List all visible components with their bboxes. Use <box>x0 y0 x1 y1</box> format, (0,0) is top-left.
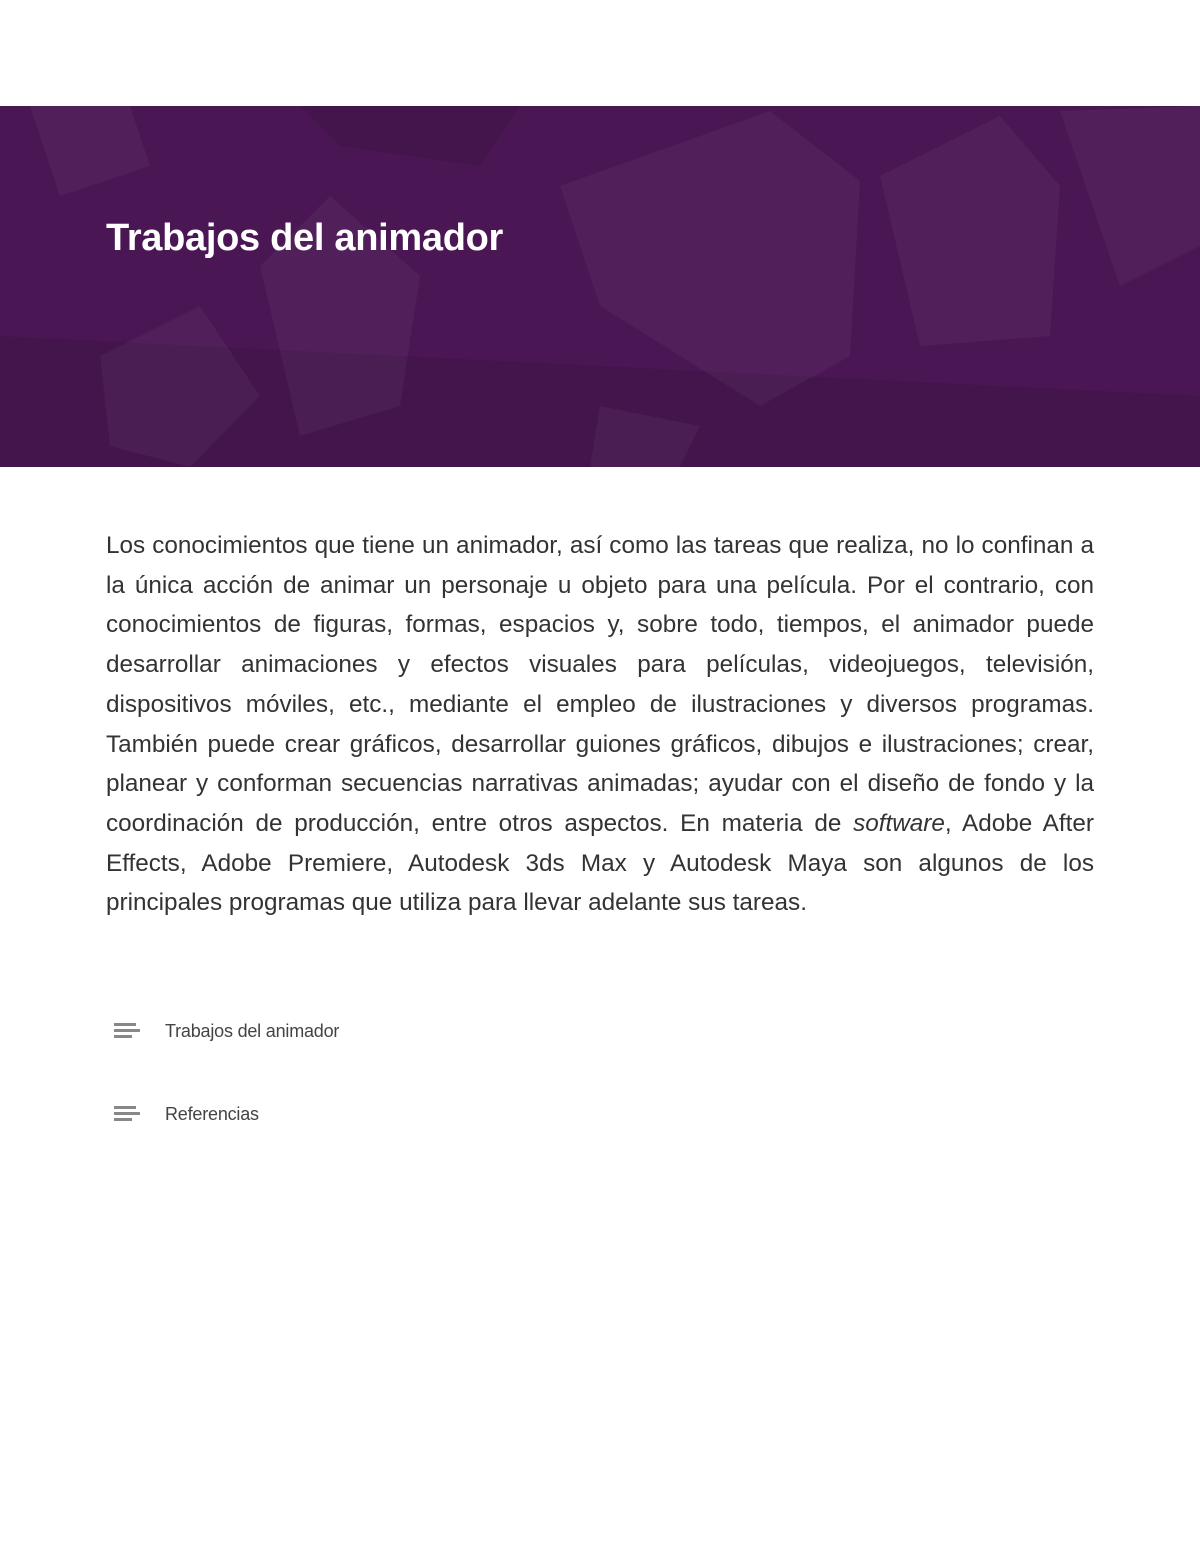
body-text-italic: software <box>853 809 945 837</box>
hero-banner <box>0 106 1200 467</box>
body-text-part: , Adobe After Effects, Adobe Premiere, Autodesk 3ds Max y Autodesk Maya son algunos de los principales programas que utiliza para llevar adelante sus tareas. <box>106 809 1094 917</box>
page-title: Trabajos del animador <box>106 217 504 259</box>
lines-icon <box>114 1102 140 1126</box>
body-paragraph <box>106 526 1094 923</box>
body-text-part: Los conocimientos que tiene un animador, así como las tareas que realiza, no lo confinan a la única acción de animar un personaje u objeto para una película. Por el contrario, con conocimientos de figuras, formas, espacios y, sobre todo, tiempos, el animador puede desarrollar animaciones y efectos visuales para películas, videojuegos, televisión, dispositivos móviles, etc., mediante el empleo de ilustraciones y diversos programas. También puede crear gráficos, desarrollar guiones gráficos, dibujos e ilustraciones; crear, planear y conforman secuencias narrativas animadas; ayudar con el diseño de fondo y la coordinación de producción, entre otros aspectos. En materia de <box>106 532 1094 837</box>
nav-item-label: Trabajos del animador <box>165 1021 340 1041</box>
hero-background-shapes <box>0 106 1200 467</box>
nav-item-label: Referencias <box>165 1104 259 1124</box>
nav-item-referencias[interactable] <box>114 1102 259 1126</box>
lines-icon <box>114 1019 140 1043</box>
nav-item-trabajos-del-animador[interactable] <box>114 1019 339 1043</box>
